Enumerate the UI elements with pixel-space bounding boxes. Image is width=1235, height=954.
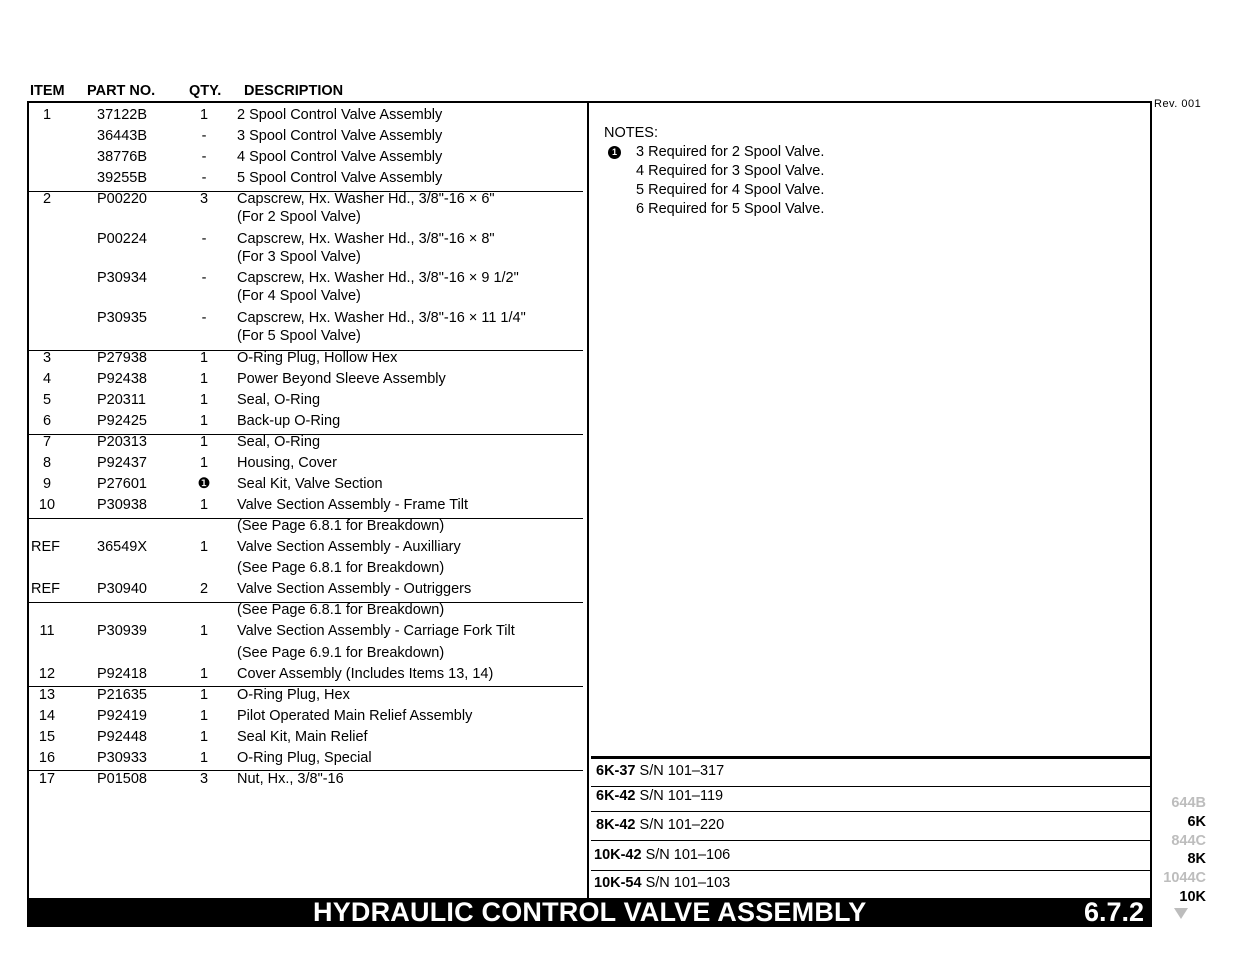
model-serial-row [591,763,1150,783]
item-cell: 2 [42,191,52,207]
part-number-cell: P20313 [97,434,147,450]
row-group-divider [29,350,583,351]
description-cell: Valve Section Assembly - Outriggers [237,581,472,597]
qty-cell: 1 [199,350,209,366]
header-description: DESCRIPTION [244,83,344,99]
part-number-cell: P30940 [97,581,147,597]
item-cell: 1 [42,107,52,123]
model-row-divider [591,811,1150,812]
item-cell: 5 [42,392,52,408]
description-cell: Power Beyond Sleeve Assembly [237,371,446,387]
serial-range: S/N 101–317 [639,763,725,779]
description-cell: O-Ring Plug, Special [237,750,372,766]
notes-section [604,124,824,219]
serial-range: S/N 101–103 [645,875,731,891]
model-serial-row [591,875,1150,895]
qty-cell: 1 [199,729,209,745]
qty-cell: 3 [199,771,209,787]
description-cell: O-Ring Plug, Hollow Hex [237,350,398,366]
part-number-cell: P27938 [97,350,147,366]
part-number-cell: P92425 [97,413,147,429]
item-cell: 3 [42,350,52,366]
qty-cell: - [201,128,207,144]
part-number-cell: P30935 [97,310,147,326]
header-item: ITEM [30,83,65,99]
description-cell: 3 Spool Control Valve Assembly [237,128,443,144]
model-name: 6K-42 [596,788,636,804]
description-cell: Capscrew, Hx. Washer Hd., 3/8"-16 × 11 1/4" [237,310,526,326]
row-group-divider [29,686,583,687]
part-number-cell: P92437 [97,455,147,471]
qty-cell: 1 [199,497,209,513]
header-part-no: PART NO. [87,83,156,99]
item-cell: 15 [38,729,56,745]
side-model-8k[interactable]: 8K [1187,851,1206,867]
item-cell: 12 [38,666,56,682]
item-cell: 10 [38,497,56,513]
note-line: 6 Required for 5 Spool Valve. [636,201,825,217]
part-number-cell: 36549X [97,539,147,555]
qty-cell: 1 [199,413,209,429]
part-number-cell: P92448 [97,729,147,745]
part-number-cell: P00220 [97,191,147,207]
model-row-divider [591,840,1150,841]
item-cell: 9 [42,476,52,492]
qty-cell: 1 [199,687,209,703]
item-cell: REF [31,581,60,597]
description-cell-continued: (For 3 Spool Valve) [237,249,361,265]
description-cell: Seal, O-Ring [237,434,321,450]
description-cell: Pilot Operated Main Relief Assembly [237,708,473,724]
row-group-divider [29,602,583,603]
part-number-cell: 37122B [97,107,147,123]
description-cell: (See Page 6.8.1 for Breakdown) [237,518,445,534]
part-number-cell: 38776B [97,149,147,165]
description-cell: Valve Section Assembly - Frame Tilt [237,497,469,513]
model-serial-row [591,847,1150,867]
qty-cell: - [201,149,207,165]
item-cell: 17 [38,771,56,787]
model-name: 8K-42 [596,817,636,833]
description-cell: Seal, O-Ring [237,392,321,408]
part-number-cell: P27601 [97,476,147,492]
qty-cell: 1 [199,392,209,408]
item-cell: 13 [38,687,56,703]
qty-cell: 1 [199,666,209,682]
item-cell: 14 [38,708,56,724]
description-cell: Nut, Hx., 3/8"-16 [237,771,344,787]
model-name: 10K-54 [594,875,642,891]
model-name: 10K-42 [594,847,642,863]
description-cell: Seal Kit, Main Relief [237,729,368,745]
item-cell: 8 [42,455,52,471]
part-number-cell: P92438 [97,371,147,387]
part-number-cell: P20311 [97,392,146,408]
part-number-cell: P30934 [97,270,147,286]
side-model-6k[interactable]: 6K [1187,814,1206,830]
part-number-cell: P21635 [97,687,147,703]
serial-range: S/N 101–220 [639,817,725,833]
qty-cell: 1 [199,623,209,639]
description-cell: 4 Spool Control Valve Assembly [237,149,443,165]
description-cell: Capscrew, Hx. Washer Hd., 3/8"-16 × 8" [237,231,495,247]
qty-cell: 2 [199,581,209,597]
note-line: 3 Required for 2 Spool Valve. [636,144,825,160]
description-cell-continued: (For 2 Spool Valve) [237,209,361,225]
item-cell: 4 [42,371,52,387]
description-cell: O-Ring Plug, Hex [237,687,350,703]
part-number-cell: P01508 [97,771,147,787]
qty-cell: - [201,270,207,286]
page-number: 6.7.2 [1083,897,1144,927]
header-qty: QTY. [189,83,222,99]
model-serial-row [591,817,1150,837]
row-group-divider [29,770,583,771]
note-bullet-icon: 1 [608,146,621,159]
part-number-cell: P92418 [97,666,147,682]
notes-title: NOTES: [604,125,658,141]
part-number-cell: P30933 [97,750,147,766]
item-cell: 7 [42,434,52,450]
part-number-cell: P92419 [97,708,147,724]
row-group-divider [29,518,583,519]
qty-cell: - [201,231,207,247]
qty-cell: 1 [199,107,209,123]
description-cell: Back-up O-Ring [237,413,341,429]
model-row-divider [591,870,1150,871]
revision-label: Rev. 001 [1154,98,1202,110]
side-model-10k[interactable]: 10K [1179,889,1206,905]
item-cell: 11 [39,623,55,639]
title-bar [27,898,1152,927]
description-cell: Valve Section Assembly - Auxilliary [237,539,461,555]
description-cell: (See Page 6.9.1 for Breakdown) [237,645,445,661]
description-cell: Capscrew, Hx. Washer Hd., 3/8"-16 × 6" [237,191,495,207]
note-line: 5 Required for 4 Spool Valve. [636,182,825,198]
model-serial-row [591,788,1150,808]
item-cell: 16 [38,750,56,766]
description-cell: Valve Section Assembly - Carriage Fork Tilt [237,623,515,639]
description-cell: Cover Assembly (Includes Items 13, 14) [237,666,494,682]
model-divider [591,756,1150,759]
row-group-divider [29,191,583,192]
description-cell: (See Page 6.8.1 for Breakdown) [237,602,445,618]
model-row-divider [591,786,1150,787]
part-number-cell: P30938 [97,497,147,513]
part-number-cell: P30939 [97,623,147,639]
qty-cell: ❶ [197,476,211,492]
model-name: 6K-37 [596,763,636,779]
side-model-844c[interactable]: 844C [1171,833,1206,849]
qty-cell: - [201,310,207,326]
description-cell-continued: (For 5 Spool Valve) [237,328,361,344]
qty-cell: 1 [199,434,209,450]
description-cell: 2 Spool Control Valve Assembly [237,107,443,123]
qty-cell: 3 [199,191,209,207]
description-cell: 5 Spool Control Valve Assembly [237,170,443,186]
qty-cell: 1 [199,455,209,471]
qty-cell: 1 [199,750,209,766]
side-model-644b[interactable]: 644B [1171,795,1206,811]
description-cell: Housing, Cover [237,455,337,471]
page-title: HYDRAULIC CONTROL VALVE ASSEMBLY [313,897,867,927]
part-number-cell: 36443B [97,128,147,144]
down-arrow-icon[interactable] [1174,908,1188,919]
description-cell: Capscrew, Hx. Washer Hd., 3/8"-16 × 9 1/2" [237,270,519,286]
serial-range: S/N 101–119 [639,788,724,804]
qty-cell: 1 [199,371,209,387]
note-line: 4 Required for 3 Spool Valve. [636,163,825,179]
serial-range: S/N 101–106 [645,847,731,863]
part-number-cell: 39255B [97,170,147,186]
description-cell-continued: (For 4 Spool Valve) [237,288,361,304]
qty-cell: 1 [199,539,209,555]
side-model-1044c[interactable]: 1044C [1163,870,1206,886]
row-group-divider [29,434,583,435]
part-number-cell: P00224 [97,231,147,247]
description-cell: Seal Kit, Valve Section [237,476,383,492]
item-cell: REF [31,539,60,555]
description-cell: (See Page 6.8.1 for Breakdown) [237,560,445,576]
qty-cell: - [201,170,207,186]
qty-cell: 1 [199,708,209,724]
item-cell: 6 [42,413,52,429]
